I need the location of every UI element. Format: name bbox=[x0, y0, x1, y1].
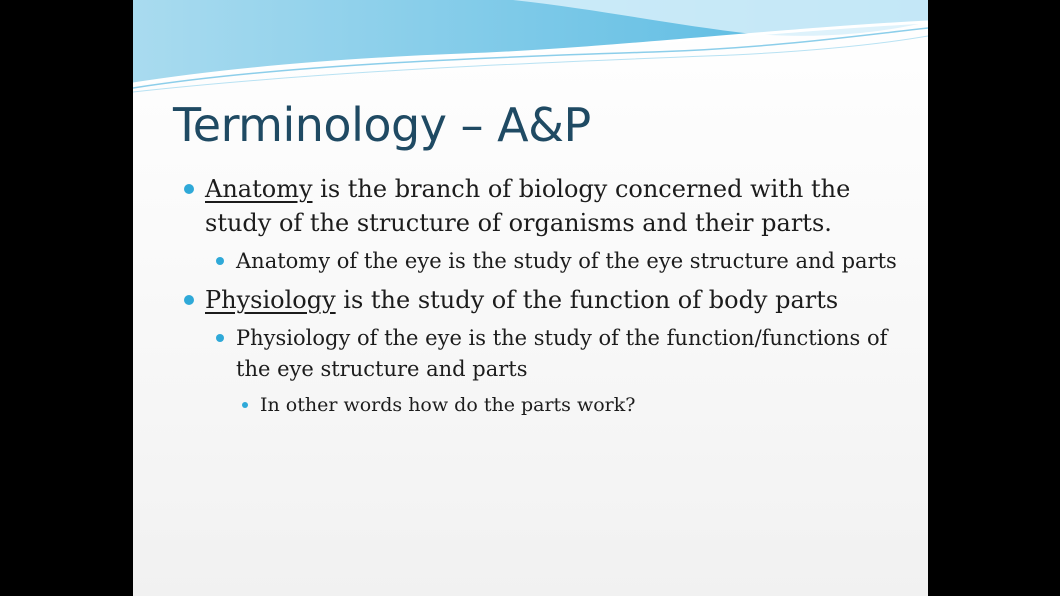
bullet-dot-icon bbox=[184, 184, 194, 194]
sub-bullet-physiology-eye bbox=[181, 323, 901, 385]
bullet-physiology bbox=[181, 283, 901, 317]
sub-bullet-anatomy-eye bbox=[181, 246, 901, 277]
term-physiology: Physiology bbox=[205, 286, 336, 314]
bullet-list bbox=[181, 172, 901, 419]
slide bbox=[133, 0, 928, 596]
bullet-dot-icon bbox=[242, 402, 248, 408]
sub-sub-bullet-parts-work bbox=[181, 391, 901, 419]
wave-header-decoration bbox=[133, 0, 928, 100]
term-anatomy: Anatomy bbox=[205, 175, 313, 203]
sub-sub-bullet-text: In other words how do the parts work? bbox=[260, 394, 636, 416]
slide-title: Terminology – A&P bbox=[173, 98, 591, 152]
sub-bullet-text: Anatomy of the eye is the study of the eye structure and parts bbox=[236, 249, 897, 273]
bullet-dot-icon bbox=[184, 295, 194, 305]
bullet-anatomy bbox=[181, 172, 901, 240]
bullet-text: is the branch of biology concerned with the study of the structure of organisms and their parts. bbox=[205, 175, 851, 237]
bullet-dot-icon bbox=[216, 257, 224, 265]
bullet-dot-icon bbox=[216, 334, 224, 342]
sub-bullet-text: Physiology of the eye is the study of the function/functions of the eye structure and parts bbox=[236, 326, 888, 381]
bullet-text: is the study of the function of body parts bbox=[335, 286, 839, 314]
